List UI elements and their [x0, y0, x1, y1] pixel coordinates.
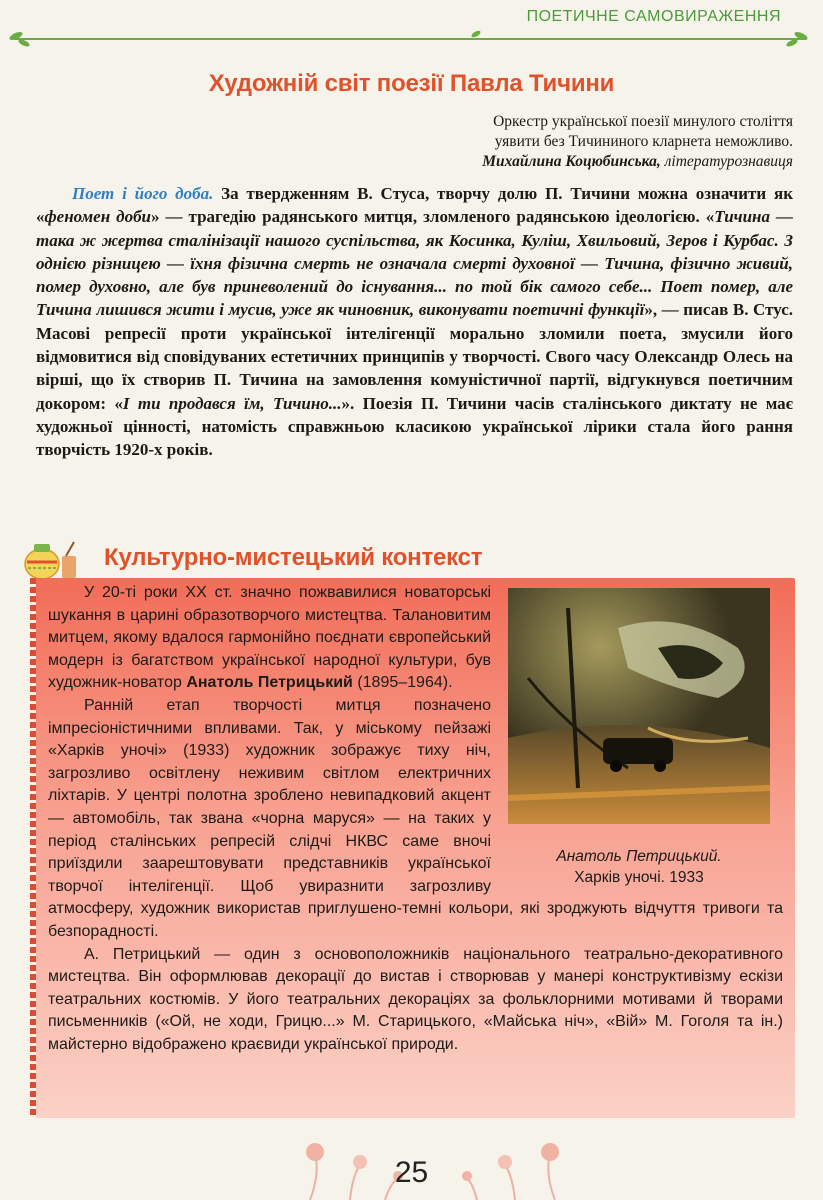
italic-run: феномен доби — [44, 207, 152, 227]
running-header: ПОЕТИЧНЕ САМОВИРАЖЕННЯ — [526, 8, 781, 25]
text-run: », — писав В. Стус. Масові репресії проти української інтелігенції морально зломили поета, змусили його відмовитися від сповідуваних естетичних принципів у творчості. Свого часу Олександр Олесь на вірші, що їх створив П. Тичина на замовлення комуністичної партії, відгукнувся поетичним докором: « — [36, 300, 793, 413]
vine-divider — [6, 28, 817, 50]
article-paragraph — [36, 182, 793, 462]
author-name: Михайлина Коцюбинська, — [482, 153, 661, 170]
caption-author: Анатоль Петрицький. — [556, 848, 722, 865]
context-text — [48, 582, 783, 1056]
text-run: ». Поезія П. Тичини часів сталінського диктату не має художньої цінності, натомість справжньою класикою української лірики стала його рання творчість 1920-х років. — [36, 393, 794, 460]
epigraph-line: уявити без Тичининого кларнета неможливо. — [494, 133, 793, 150]
caption-title: Харків уночі. 1933 — [574, 869, 704, 886]
section-header — [22, 538, 802, 578]
page-title: Художній світ поезії Павла Тичини — [208, 70, 615, 97]
text-run: У 20-ті роки XX ст. значно пожвавилися новаторські шукання в царині образотворчого мистецтва. Талановитим митцем, якому вдалося гармонійно поєднати європейський модерн із багатством української народної культури, був художник-новатор — [48, 584, 491, 692]
text-run: » — трагедію радянського митця, зломленого радянською ідеологією. « — [151, 207, 715, 227]
context-paragraph: А. Петрицький — один з основоположників національного театрально-декоративного мистецтва. Він оформлював декорації до вистав і створював у манері конструктивізму ескізи театральних костюмів. У його театральних декораціях за фольклорними мотивами й творами письменників («Ой, не ходи, Грицю...» М. Старицького, «Майська ніч», «Вій» М. Гоголя та ін.) майстерно відображено краєвиди української природи. — [48, 945, 783, 1053]
epigraph-line: Оркестр української поезії минулого століття — [493, 113, 793, 130]
lead-phrase: Поет і його доба. — [72, 184, 214, 203]
stus-quote: Тичина — така ж жертва сталінізації нашого суспільства, як Косинка, Куліш, Хвильовий, Зеров і Курбас. З однією різницею — їхня фізична смерть не означала смерті духовної — Тичина, фізично живий, помер духовно, але був приневолений до існування... по той бік самого себе... Поет помер, але Тичина лишився жити і мусив, уже як чиновник, виконувати поетичні функції — [36, 207, 793, 320]
author-role: літературознавиця — [660, 153, 793, 170]
page-number: 25 — [394, 1156, 429, 1189]
image-spacer — [507, 586, 783, 886]
context-paragraph: Ранній етап творчості митця позначено імпресіоністичними впливами. Так, у міському пейзажі «Харків уночі» (1933) художник зображує тиху ніч, загрозливо освітлену неживим світлом електричних ліхтарів. У центрі полотна зроблено невипадковий акцент — автомобіль, так звана «чорна маруся» — на таких у період сталінських репресій слідчі НКВС саме вночі приїздили заарештовувати представників української творчої інтелігенції. Щоб увиразнити загрозливу атмосферу, художник використав приглушено-темні кольори, які зроджують відчуття тривоги та безпорадності. — [48, 696, 783, 940]
pottery-icon — [22, 538, 84, 582]
text-run: (1895–1964). — [352, 674, 453, 692]
epigraph — [293, 112, 793, 172]
artist-name: Анатоль Петрицький — [186, 674, 353, 692]
panel-edge — [30, 578, 36, 1118]
oles-quote: І ти продався їм, Тичино... — [122, 393, 342, 413]
article-body — [36, 182, 793, 462]
section-title: Культурно-мистецький контекст — [104, 544, 483, 571]
text-run: За твердженням В. Стуса, творчу долю П. Тичини можна означити як « — [36, 184, 793, 227]
epigraph-author — [293, 152, 793, 172]
